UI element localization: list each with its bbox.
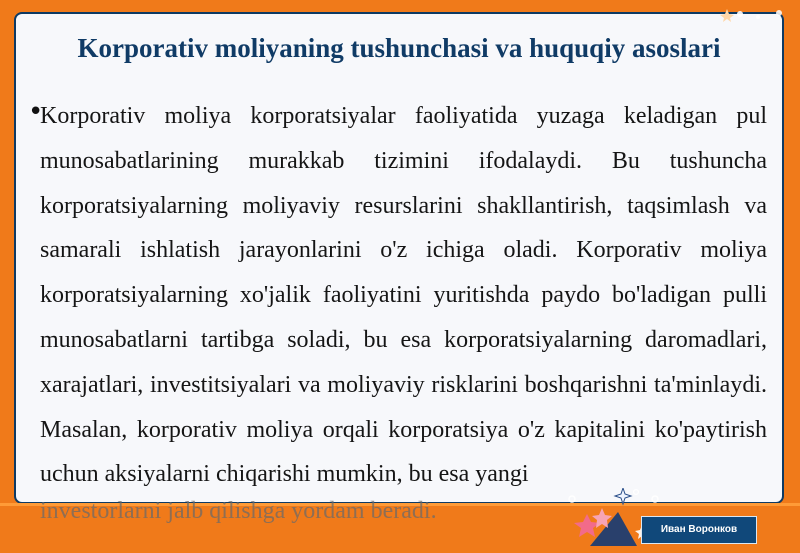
corner-stars-icon (715, 8, 800, 22)
author-badge: Иван Воронков (641, 516, 757, 544)
body-paragraph: Korporativ moliya korporatsiyalar faoliyatida yuzaga keladigan pul munosabatlarining murakkab tizimini ifodalaydi. Bu tushuncha korporatsiyalarning moliyaviy resurslarini shakllantirish, taqsimlash va samarali ishlatish jarayonlarini o'z ichiga oladi. Korporativ moliya korporatsiyalarning xo'jalik faoliyatini yuritishda paydo bo'ladigan pulli munosabatlarni tartibga soladi, bu esa korporatsiyalarning daromadlari, xarajatlari, investitsiyalari va moliyaviy risklarini boshqarishni ta'minlaydi. Masalan, korporativ moliya orqali korporatsiya o'z kapitalini ko'paytirish uchun aksiyalarni chiqarishi mumkin, bu esa yangi (40, 103, 767, 488)
slide-title: Korporativ moliyaning tushunchasi va huquqiy asoslari (77, 33, 721, 63)
overflow-paragraph: investorlarni jalb qilishga yordam beradi. (40, 498, 437, 524)
slide-card (14, 12, 784, 504)
bullet-point: • (28, 97, 44, 127)
